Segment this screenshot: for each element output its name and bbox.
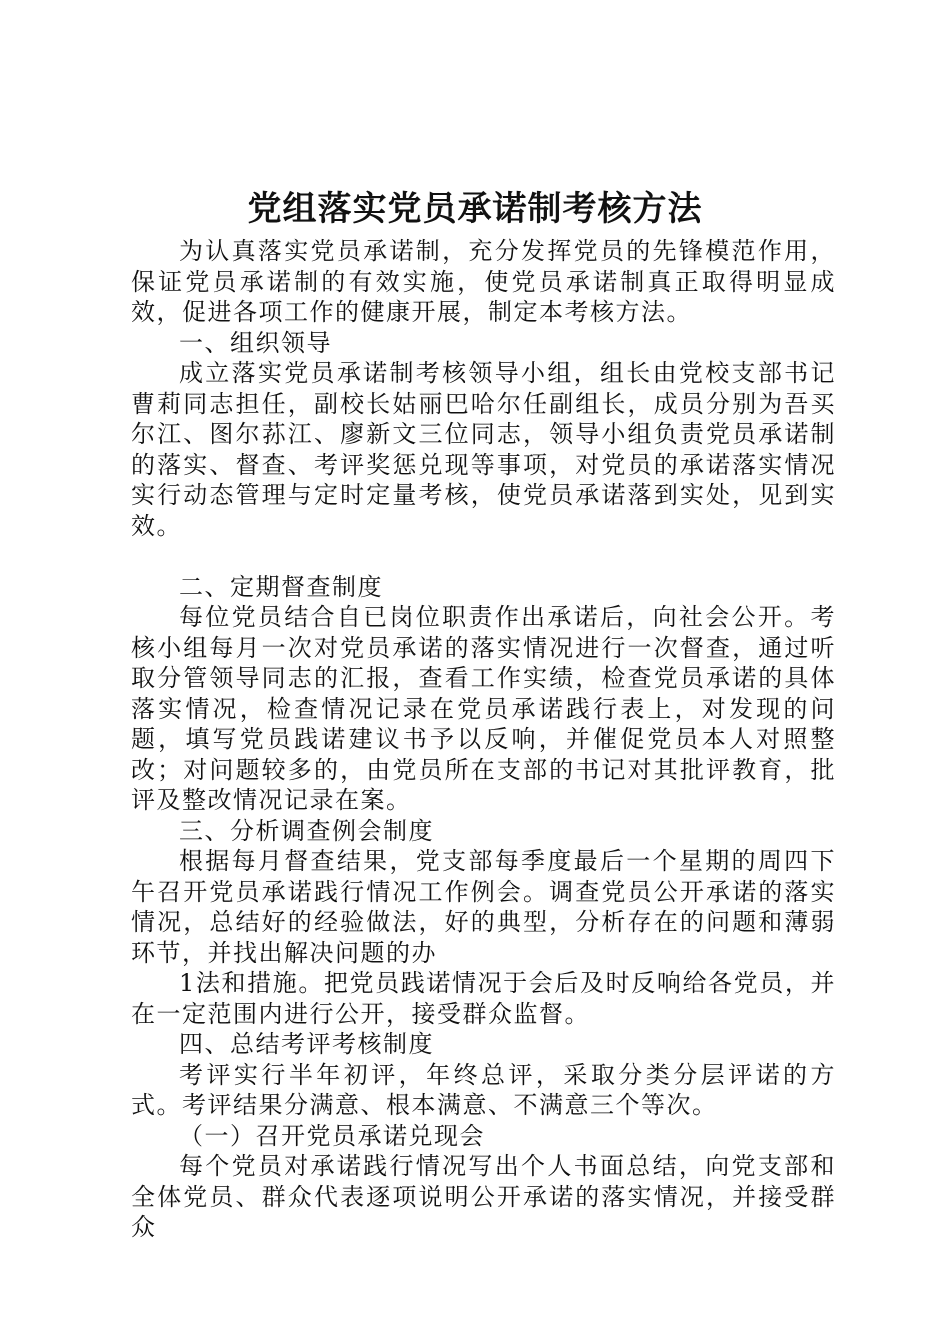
evaluation-paragraph: 考评实行半年初评，年终总评，采取分类分层评诺的方式。考评结果分满意、根本满意、不满意三个等次。 (131, 1060, 836, 1119)
section-heading-evaluation: 四、总结考评考核制度 (179, 1030, 434, 1058)
document-title: 党组落实党员承诺制考核方法 (247, 189, 703, 229)
organization-paragraph: 成立落实党员承诺制考核领导小组，组长由党校支部书记曹莉同志担任，副校长姑丽巴哈尔任副组长，成员分别为吾买尔江、图尔荪江、廖新文三位同志，领导小组负责党员承诺制的落实、督查、考评奖惩兑现等事项，对党员的承诺落实情况实行动态管理与定时定量考核，使党员承诺落到实处，见到实效。 (131, 359, 836, 540)
inspection-paragraph: 每位党员结合自已岗位职责作出承诺后，向社会公开。考核小组每月一次对党员承诺的落实情况进行一次督查，通过听取分管领导同志的汇报，查看工作实绩，检查党员承诺的具体落实情况，检查情况记录在党员承诺践行表上，对发现的问题，填写党员践诺建议书予以反响，并催促党员本人对照整改；对问题较多的，由党员所在支部的书记对其批评教育，批评及整改情况记录在案。 (131, 603, 836, 814)
meeting-paragraph: 每个党员对承诺践行情况写出个人书面总结，向党支部和全体党员、群众代表逐项说明公开承诺的落实情况，并接受群众 (131, 1152, 836, 1241)
paragraph-spacer (131, 541, 836, 572)
section-heading-organization: 一、组织领导 (179, 328, 332, 357)
subsection-heading-meeting: （一）召开党员承诺兑现会 (179, 1121, 485, 1150)
section-heading-analysis: 三、分析调查例会制度 (179, 816, 434, 845)
document-body (131, 236, 836, 1243)
intro-paragraph: 为认真落实党员承诺制，充分发挥党员的先锋模范作用，保证党员承诺制的有效实施，使党员承诺制真正取得明显成效，促进各项工作的健康开展，制定本考核方法。 (131, 237, 836, 326)
analysis-paragraph: 根据每月督查结果，党支部每季度最后一个星期的周四下午召开党员承诺践行情况工作例会。调查党员公开承诺的落实情况，总结好的经验做法，好的典型，分析存在的问题和薄弱环节，并找出解决问题的办 (131, 847, 836, 967)
analysis-continuation-paragraph: 1法和措施。把党员践诺情况于会后及时反响给各党员，并在一定范围内进行公开，接受群众监督。 (131, 969, 836, 1028)
section-heading-inspection: 二、定期督查制度 (179, 572, 383, 601)
